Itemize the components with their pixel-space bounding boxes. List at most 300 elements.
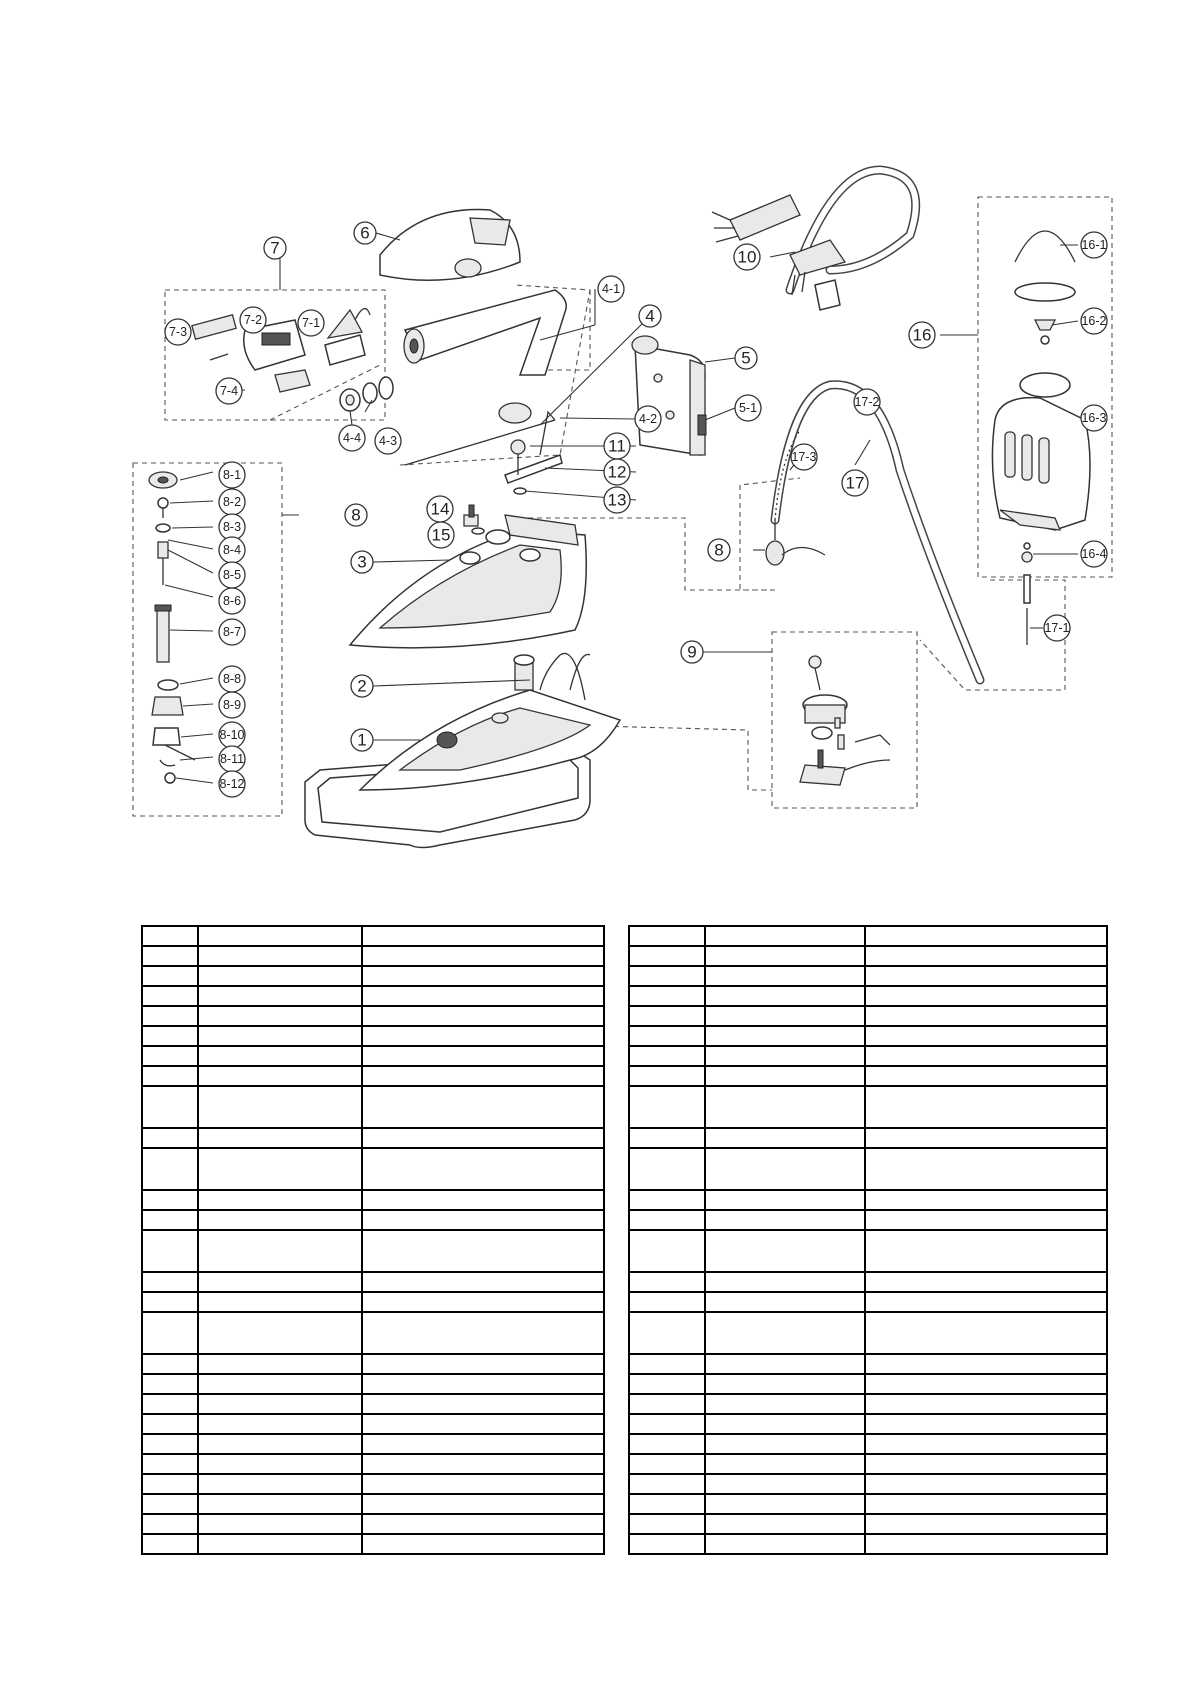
table-cell (142, 1148, 198, 1190)
table-cell (865, 1494, 1107, 1514)
svg-text:4-4: 4-4 (342, 431, 362, 445)
svg-text:8-6: 8-6 (222, 594, 242, 608)
table-row (142, 1374, 604, 1394)
label-14 (427, 496, 453, 522)
table-cell (142, 1026, 198, 1046)
table-cell (629, 926, 705, 946)
table-cell (198, 1066, 362, 1086)
part-6-top-cover (380, 210, 520, 281)
svg-text:8-5: 8-5 (222, 568, 242, 582)
table-row (142, 1128, 604, 1148)
table-cell (705, 1474, 865, 1494)
table-cell (705, 1292, 865, 1312)
table-cell (705, 1534, 865, 1554)
table-cell (865, 1534, 1107, 1554)
table-cell (362, 1086, 604, 1128)
svg-text:8-4: 8-4 (222, 543, 242, 557)
table-cell (865, 966, 1107, 986)
table-cell (198, 1494, 362, 1514)
table-cell (362, 1394, 604, 1414)
table-cell (362, 966, 604, 986)
table-cell (865, 986, 1107, 1006)
table-row (629, 1026, 1107, 1046)
label-4-4 (339, 425, 365, 451)
table-cell (362, 1272, 604, 1292)
table-cell (705, 1190, 865, 1210)
label-4 (639, 305, 661, 327)
svg-text:7: 7 (270, 238, 280, 258)
label-4-3 (375, 428, 401, 454)
label-8-5 (219, 562, 245, 588)
svg-text:1: 1 (357, 730, 367, 750)
label-10 (734, 244, 760, 270)
table-row (629, 1190, 1107, 1210)
svg-text:8-12: 8-12 (219, 777, 245, 791)
table-cell (865, 1394, 1107, 1414)
table-row (142, 1148, 604, 1190)
table-cell (142, 1354, 198, 1374)
table-row (142, 1006, 604, 1026)
table-row (629, 1128, 1107, 1148)
table-row (629, 1394, 1107, 1414)
table-cell (362, 986, 604, 1006)
table-cell (705, 1272, 865, 1292)
table-cell (629, 1292, 705, 1312)
table-cell (142, 1534, 198, 1554)
table-cell (142, 1434, 198, 1454)
label-13 (604, 487, 630, 513)
label-17-3 (791, 444, 817, 470)
table-row (629, 1454, 1107, 1474)
table-cell (362, 1190, 604, 1210)
part-17-steam-hose (775, 385, 980, 680)
table-cell (362, 1292, 604, 1312)
table-row (629, 1148, 1107, 1190)
part-3-iron-housing (350, 515, 586, 648)
svg-text:15: 15 (431, 525, 451, 545)
label-16-4 (1081, 541, 1107, 567)
table-cell (629, 1190, 705, 1210)
table-cell (865, 1292, 1107, 1312)
label-8-3 (219, 514, 245, 540)
part-4-1-handle (404, 290, 566, 375)
label-8-7 (219, 619, 245, 645)
svg-text:8-7: 8-7 (222, 625, 242, 639)
table-cell (142, 946, 198, 966)
table-cell (705, 1086, 865, 1128)
table-cell (629, 1354, 705, 1374)
table-cell (865, 1474, 1107, 1494)
table-cell (362, 1474, 604, 1494)
table-cell (362, 926, 604, 946)
table-cell (362, 1046, 604, 1066)
table-row (629, 986, 1107, 1006)
table-cell (629, 1230, 705, 1272)
label-8-2 (219, 489, 245, 515)
table-cell (705, 1066, 865, 1086)
table-cell (629, 1414, 705, 1434)
table-cell (142, 926, 198, 946)
svg-text:7-1: 7-1 (301, 316, 321, 330)
table-cell (629, 1394, 705, 1414)
table-cell (705, 986, 865, 1006)
table-cell (705, 1454, 865, 1474)
table-cell (142, 1230, 198, 1272)
table-row (142, 1230, 604, 1272)
svg-text:2: 2 (357, 676, 367, 696)
table-cell (705, 1312, 865, 1354)
table-cell (629, 1006, 705, 1026)
label-16-2 (1081, 308, 1107, 334)
table-cell (142, 1454, 198, 1474)
svg-text:17: 17 (845, 473, 865, 493)
table-cell (142, 1374, 198, 1394)
table-cell (865, 926, 1107, 946)
label-9 (681, 641, 703, 663)
table-cell (629, 1128, 705, 1148)
svg-text:4-3: 4-3 (378, 434, 398, 448)
table-row (142, 1494, 604, 1514)
table-row (629, 926, 1107, 946)
table-cell (198, 1210, 362, 1230)
table-cell (142, 1046, 198, 1066)
svg-text:17-1: 17-1 (1044, 621, 1070, 635)
table-row (629, 1474, 1107, 1494)
table-cell (198, 1514, 362, 1534)
table-cell (142, 1086, 198, 1128)
table-row (629, 1312, 1107, 1354)
label-11 (604, 433, 630, 459)
svg-text:7-3: 7-3 (168, 325, 188, 339)
table-cell (198, 1026, 362, 1046)
table-cell (865, 1414, 1107, 1434)
table-cell (865, 1086, 1107, 1128)
group-box-8 (133, 463, 282, 816)
table-cell (705, 1006, 865, 1026)
label-1 (351, 729, 373, 751)
parts-table-left (141, 925, 605, 1555)
label-16-1 (1081, 232, 1107, 258)
table-cell (198, 1128, 362, 1148)
svg-text:4: 4 (645, 306, 655, 326)
table-cell (705, 946, 865, 966)
label-7-4 (216, 378, 242, 404)
table-cell (865, 1066, 1107, 1086)
table-row (629, 1066, 1107, 1086)
table-cell (142, 1514, 198, 1534)
svg-text:8-1: 8-1 (222, 468, 242, 482)
part-10-power-cord (712, 170, 916, 310)
table-cell (629, 986, 705, 1006)
label-17 (842, 470, 868, 496)
table-cell (629, 1534, 705, 1554)
table-row (629, 1354, 1107, 1374)
table-cell (629, 1514, 705, 1534)
table-row (142, 1474, 604, 1494)
table-cell (198, 986, 362, 1006)
table-cell (705, 1394, 865, 1414)
table-cell (629, 1066, 705, 1086)
table-cell (362, 1128, 604, 1148)
svg-text:5-1: 5-1 (738, 401, 758, 415)
label-2 (351, 675, 373, 697)
label-4-2 (635, 406, 661, 432)
table-row (629, 946, 1107, 966)
svg-text:16-4: 16-4 (1081, 547, 1107, 561)
table-cell (142, 966, 198, 986)
table-cell (865, 1148, 1107, 1190)
svg-text:8-10: 8-10 (219, 728, 245, 742)
table-cell (629, 1272, 705, 1292)
label-8-hose (708, 539, 730, 561)
label-7-3 (165, 319, 191, 345)
table-cell (198, 1454, 362, 1474)
table-cell (362, 1434, 604, 1454)
table-row (629, 1534, 1107, 1554)
table-row (142, 926, 604, 946)
table-cell (198, 1190, 362, 1210)
table-cell (142, 986, 198, 1006)
label-17-1 (1044, 615, 1070, 641)
label-16-3 (1081, 405, 1107, 431)
table-cell (865, 1354, 1107, 1374)
table-cell (705, 1494, 865, 1514)
table-cell (198, 1534, 362, 1554)
table-cell (705, 1230, 865, 1272)
table-row (629, 1006, 1107, 1026)
svg-text:14: 14 (430, 499, 450, 519)
table-cell (362, 1026, 604, 1046)
svg-text:7-4: 7-4 (219, 384, 239, 398)
table-cell (629, 1474, 705, 1494)
table-row (142, 1514, 604, 1534)
table-cell (142, 1210, 198, 1230)
table-row (142, 966, 604, 986)
table-cell (198, 1354, 362, 1374)
table-cell (362, 1148, 604, 1190)
svg-text:10: 10 (737, 247, 757, 267)
table-cell (198, 1230, 362, 1272)
table-row (629, 1046, 1107, 1066)
table-cell (629, 966, 705, 986)
svg-text:16: 16 (912, 325, 932, 345)
part-8-valve-on-hose (766, 541, 825, 565)
svg-text:16-2: 16-2 (1081, 314, 1107, 328)
table-cell (705, 926, 865, 946)
part-1-soleplate (305, 690, 620, 848)
table-cell (865, 1128, 1107, 1148)
table-cell (362, 1374, 604, 1394)
table-cell (142, 1414, 198, 1434)
table-cell (198, 1148, 362, 1190)
table-cell (705, 1026, 865, 1046)
table-cell (198, 966, 362, 986)
table-row (142, 1066, 604, 1086)
label-5 (735, 347, 757, 369)
table-row (629, 1272, 1107, 1292)
table-cell (629, 1210, 705, 1230)
svg-text:4-1: 4-1 (601, 282, 621, 296)
label-15 (428, 522, 454, 548)
table-cell (198, 1394, 362, 1414)
table-cell (142, 1006, 198, 1026)
part-16-boiler-assembly (992, 231, 1090, 645)
table-row (142, 1534, 604, 1554)
table-cell (865, 1312, 1107, 1354)
table-row (629, 1374, 1107, 1394)
svg-text:3: 3 (357, 552, 367, 572)
table-cell (705, 1374, 865, 1394)
label-7 (264, 237, 286, 259)
table-cell (865, 1190, 1107, 1210)
table-cell (865, 1434, 1107, 1454)
table-cell (362, 946, 604, 966)
table-cell (198, 926, 362, 946)
table-cell (198, 1046, 362, 1066)
table-cell (362, 1006, 604, 1026)
table-row (629, 1414, 1107, 1434)
table-row (629, 1230, 1107, 1272)
label-5-1 (735, 395, 761, 421)
label-8-11 (219, 746, 245, 772)
part-5-water-tank (632, 336, 706, 455)
table-cell (705, 1414, 865, 1434)
table-cell (865, 1046, 1107, 1066)
table-cell (142, 1066, 198, 1086)
table-cell (362, 1454, 604, 1474)
table-cell (865, 1272, 1107, 1292)
table-cell (142, 1190, 198, 1210)
table-cell (362, 1354, 604, 1374)
label-8-6 (219, 588, 245, 614)
svg-text:8-8: 8-8 (222, 672, 242, 686)
table-row (629, 1086, 1107, 1128)
table-cell (142, 1494, 198, 1514)
table-row (142, 946, 604, 966)
svg-text:11: 11 (608, 436, 626, 456)
table-cell (362, 1494, 604, 1514)
parts-table-right-body (629, 926, 1107, 1554)
table-cell (629, 1086, 705, 1128)
svg-text:8-11: 8-11 (219, 752, 245, 766)
svg-text:13: 13 (607, 490, 627, 510)
table-cell (198, 1292, 362, 1312)
table-cell (865, 946, 1107, 966)
label-8-12 (219, 771, 245, 797)
table-cell (362, 1066, 604, 1086)
part-7-switch-assembly (192, 309, 370, 392)
table-cell (705, 1128, 865, 1148)
table-cell (142, 1128, 198, 1148)
svg-text:16-1: 16-1 (1081, 238, 1107, 252)
group-box-17 (510, 478, 1065, 690)
table-cell (705, 966, 865, 986)
label-8 (345, 504, 367, 526)
table-cell (142, 1312, 198, 1354)
table-cell (142, 1474, 198, 1494)
table-cell (629, 1046, 705, 1066)
table-row (629, 1434, 1107, 1454)
svg-text:7-2: 7-2 (243, 313, 263, 327)
table-cell (362, 1312, 604, 1354)
table-cell (705, 1148, 865, 1190)
table-cell (198, 1374, 362, 1394)
table-row (142, 1292, 604, 1312)
label-16 (909, 322, 935, 348)
svg-text:12: 12 (607, 462, 627, 482)
svg-text:5: 5 (741, 348, 751, 368)
table-cell (629, 1026, 705, 1046)
part-4-rod-assembly (405, 403, 562, 494)
label-4-1 (598, 276, 624, 302)
table-row (142, 1086, 604, 1128)
svg-text:4-2: 4-2 (638, 412, 658, 426)
svg-text:9: 9 (687, 642, 697, 662)
label-8-9 (219, 692, 245, 718)
table-cell (629, 1434, 705, 1454)
svg-text:16-3: 16-3 (1081, 411, 1107, 425)
table-cell (198, 1474, 362, 1494)
table-cell (198, 1272, 362, 1292)
svg-text:8-2: 8-2 (222, 495, 242, 509)
table-cell (198, 1434, 362, 1454)
part-14-15-screw-washer (464, 505, 484, 534)
table-row (142, 1190, 604, 1210)
table-cell (629, 1494, 705, 1514)
table-row (142, 1312, 604, 1354)
table-row (629, 966, 1107, 986)
table-row (629, 1292, 1107, 1312)
table-cell (865, 1006, 1107, 1026)
label-8-4 (219, 537, 245, 563)
table-cell (362, 1534, 604, 1554)
label-7-2 (240, 307, 266, 333)
table-cell (865, 1514, 1107, 1534)
table-cell (865, 1026, 1107, 1046)
part-9-thermostat-assembly (800, 656, 890, 785)
label-6 (354, 222, 376, 244)
table-row (629, 1210, 1107, 1230)
svg-text:8: 8 (351, 505, 361, 525)
table-row (142, 1046, 604, 1066)
table-cell (629, 1312, 705, 1354)
callout-labels (165, 222, 1107, 797)
table-cell (865, 1374, 1107, 1394)
label-8-8 (219, 666, 245, 692)
table-row (142, 1272, 604, 1292)
parts-table-right (628, 925, 1108, 1555)
svg-text:8-3: 8-3 (222, 520, 242, 534)
table-cell (705, 1046, 865, 1066)
label-8-1 (219, 462, 245, 488)
svg-text:17-3: 17-3 (791, 450, 817, 464)
table-cell (198, 1312, 362, 1354)
svg-text:6: 6 (360, 223, 370, 243)
table-row (629, 1494, 1107, 1514)
table-cell (198, 1006, 362, 1026)
table-cell (629, 946, 705, 966)
label-12 (604, 459, 630, 485)
table-row (629, 1514, 1107, 1534)
table-row (142, 1210, 604, 1230)
label-7-1 (298, 310, 324, 336)
table-cell (198, 1414, 362, 1434)
table-cell (142, 1292, 198, 1312)
table-cell (705, 1434, 865, 1454)
svg-text:8: 8 (714, 540, 724, 560)
table-cell (198, 946, 362, 966)
label-8-10 (219, 722, 245, 748)
